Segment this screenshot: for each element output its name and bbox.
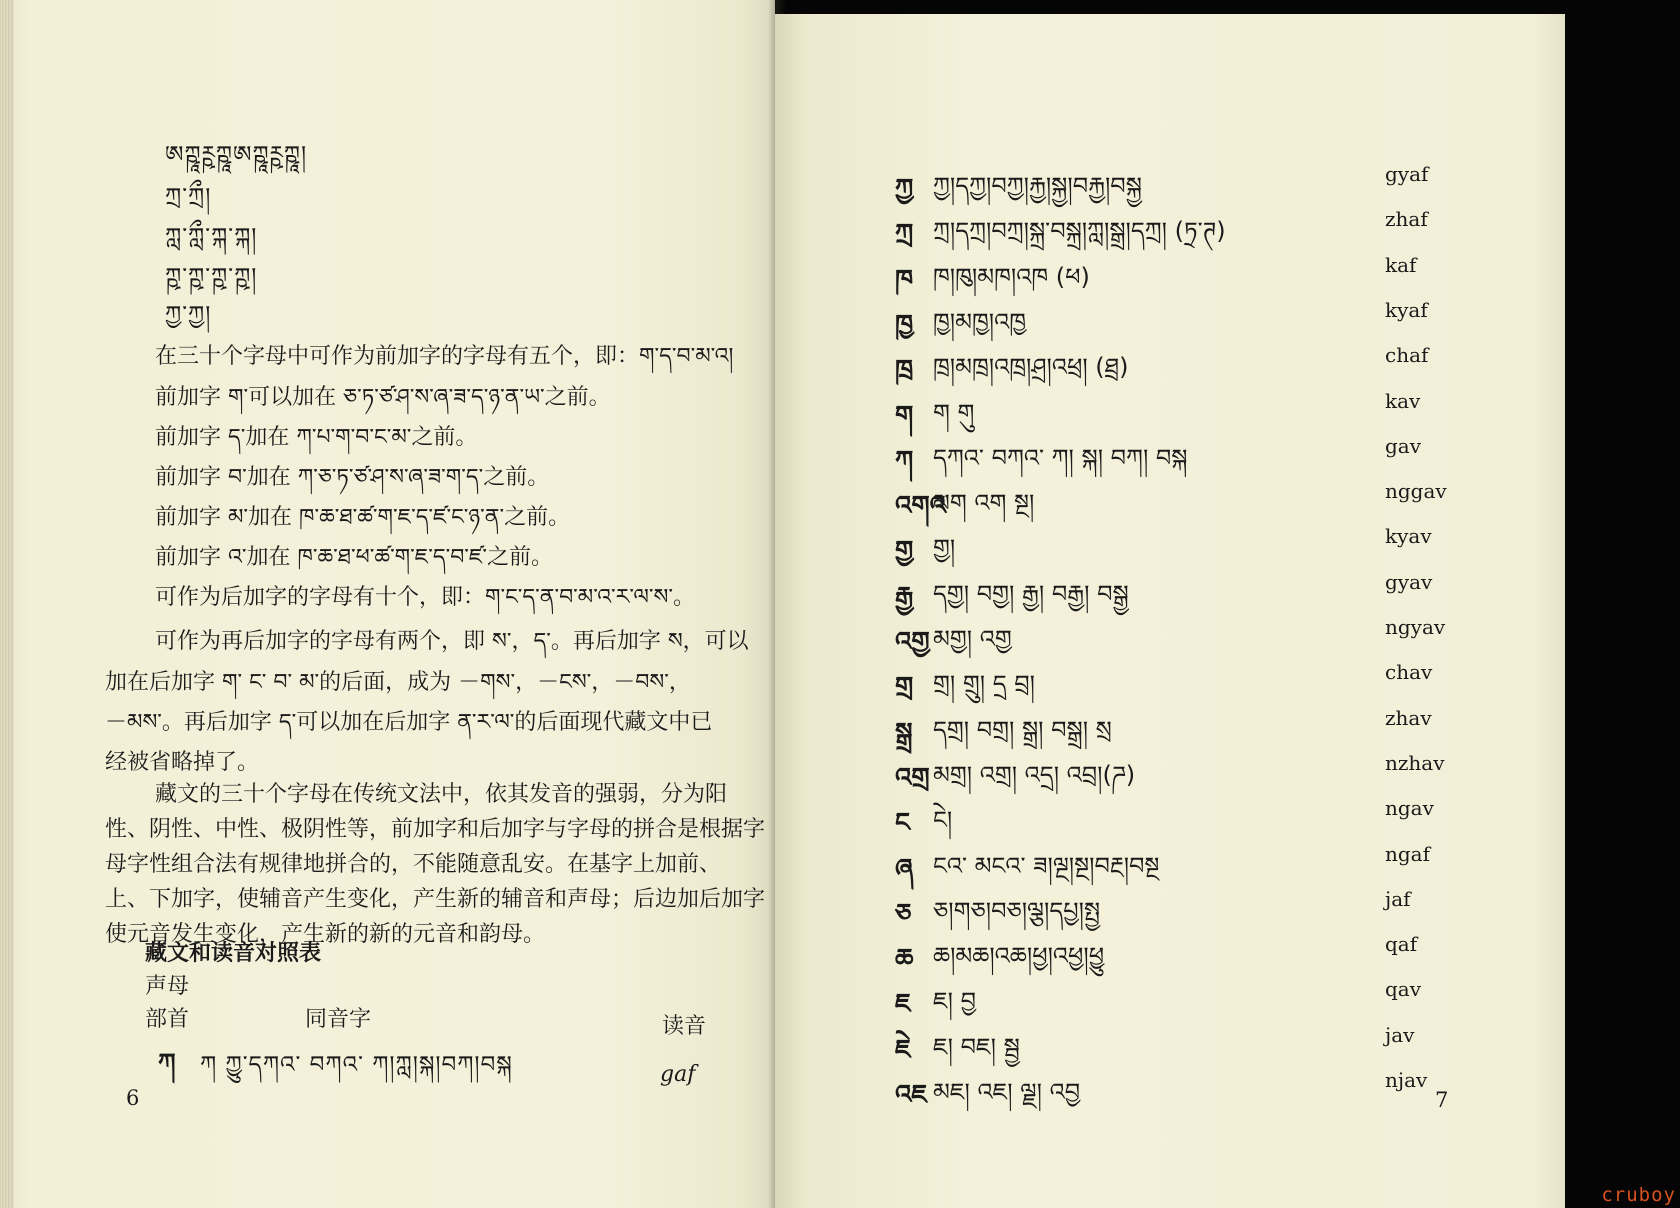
row-homophones: ག གུ [933,398,975,427]
row-radical: ཅ [895,898,912,929]
column-header-radical: 部首 [145,1007,190,1032]
row-reading: zhav [1385,705,1432,730]
row-radical: འགྱ [895,627,930,657]
row-homophones: ཁྲ།མཁྲ།འཁྲ།ཤྲ།འཕྲ། (ཐྲ) [933,353,1129,382]
row-homophones: གྲ། གྲུ། དྲ བྲ། [933,670,1035,699]
row-radical: ཀ [895,445,914,476]
row-reading: qav [1385,977,1422,1002]
row-reading: kyav [1385,524,1432,549]
row-homophones: མག འག སྔ། [933,489,1035,518]
paragraph-line-8: 可作为再后加字的字母有两个，即 ས་，ད་。再后加字 ས，可以 [155,629,749,654]
row-homophones: ཅ།གཅ།བཅ།ལྕ།དཔྱ།སྤྱ [933,896,1101,925]
tibetan-line-2: ཀྲ་ཀྲྀ། [165,184,212,210]
row-homophones: ངེ། [933,806,953,835]
row-radical: ཇ [895,989,911,1020]
table-row [775,652,1565,703]
row-homophones: གྱ། [933,534,956,563]
row-reading: kaf [1385,252,1417,277]
row-reading: nggav [1385,479,1447,504]
row-reading: zhaf [1385,207,1428,232]
watermark-tag: cruboy [1601,1184,1676,1206]
row-homophones: ཇ། བྱ [933,987,976,1016]
paragraph-line-1: 在三十个字母中可作为前加字的字母有五个，即：ག་ད་བ་མ་འ། [155,344,734,369]
page-edge [0,0,14,1208]
row-homophones: དགྱ། བགྱ། རྒྱ། བརྒྱ། བསྒྱ [933,579,1129,608]
first-row-syllables: ཀ ཀྱུ་དཀའ་ བཀའ་ ཀ།ཀླ།སྐ།བཀ།བསྐ [200,1052,513,1078]
row-radical: ཇེ [895,1034,911,1065]
row-radical: ང [895,808,911,839]
paragraph-line-3: 前加字 ད་加在 ཀ་པ་ག་བ་ང་མ་之前。 [155,425,478,450]
row-homophones: ཆ།མཆ།འཆ།ཕྱ།འཕྱ།ཕྱུ [933,942,1105,971]
paragraph-line-13: 性、阴性、中性、极阴性等，前加字和后加字与字母的拼合是根据字 [105,817,766,842]
table-row [775,698,1565,748]
row-radical: ཀྱ [895,174,914,204]
row-radical: ཀྲ [895,219,914,250]
paragraph-line-10: －མས་。再后加字 ད་可以加在后加字 ན་ར་ལ་的后面现代藏文中已 [105,710,713,735]
table-row [775,607,1565,657]
table-row [775,788,1565,839]
row-reading: gyaf [1385,162,1429,186]
first-row-reading: gaf [660,1062,696,1087]
table-row [775,290,1565,340]
row-reading: njav [1385,1068,1428,1092]
paragraph-line-15: 上、下加字，使辅音产生变化，产生新的辅音和声母；后边加后加字 [105,887,766,912]
paragraph-line-7: 可作为后加字的字母有十个，即：ག་ང་ད་ན་བ་མ་འ་ར་ལ་ས་。 [155,585,695,610]
tibetan-line-1: ཨཀྵཱཪྵཀྵཱཨཀྵཱཪྵཀྵཱ། [165,142,308,168]
table-row [775,743,1565,793]
paragraph-line-9: 加在后加字 ག་ ང་ བ་ མ་的后面，成为 －གས་，－ངས་，－བས་， [105,670,691,695]
row-reading: kav [1385,388,1421,413]
paragraph-line-6: 前加字 འ་加在 ཁ་ཆ་ཐ་ཕ་ཚ་ག་ཇ་ད་བ་ཛ་之前。 [155,545,553,570]
row-homophones: མགྲ། འགྲ། འདྲ། འབྲ།(ཌ) [933,760,1136,789]
paragraph-line-16: 使元音发生变化，产生新的新的元音和韵母。 [105,922,546,947]
row-homophones: དགྲ། བགྲ། སྒྲ། བསྒྲ། སྲ [933,715,1112,744]
column-header-homophone: 同音字 [305,1007,372,1032]
tibetan-line-3: ཀླ་ཀླྀ་ཀྐ་ཀྐ། [165,224,258,250]
right-page [775,14,1565,1208]
row-homophones: མཇ། འཇ། ལྗ། འབྱ [933,1078,1081,1106]
row-reading: gyav [1385,569,1433,594]
paragraph-line-12: 藏文的三十个字母在传统文法中，依其发音的强弱，分为阳 [155,782,728,807]
table-row [775,924,1565,975]
row-radical: ཁྱ [895,309,914,340]
row-reading: gav [1385,433,1422,458]
row-homophones: དཀའ་ བཀའ་ ཀ། སྐ། བཀ། བསྐ [933,443,1188,472]
table-row [775,879,1565,929]
table-row [775,154,1565,204]
row-reading: nzhav [1385,750,1445,775]
row-reading: ngaf [1385,841,1431,866]
row-radical: གྲ [895,672,914,703]
row-radical: ཆ [895,944,914,975]
paragraph-line-4: 前加字 བ་加在 ཀ་ཅ་ཏ་ཙ་ཤ་ས་ཞ་ཟ་ག་ད་之前。 [155,465,550,490]
table-row [775,969,1565,1020]
row-homophones: ཀྲ།དཀྲ།བཀྲ།སྐྲ་བསྐྲ།ཀླ།སྒྲ།དཀྲ། (ཏྲ་ཊ) [933,217,1226,246]
table-row [775,471,1565,522]
page-number-left: 6 [126,1086,140,1110]
row-radical: འགྲ [895,762,930,793]
row-radical: ཁྲ [895,355,914,386]
table-row [775,834,1565,884]
row-radical: གྱ [895,536,914,567]
paragraph-line-14: 母字性组合法有规律地拼合的，不能随意乱安。在基字上加前、 [105,852,722,877]
table-subtitle: 声母 [145,974,190,999]
tibetan-line-5: ཀྱ་ཀྱ། [165,302,212,328]
row-reading: chaf [1385,343,1429,368]
row-radical: འཇ [895,1080,928,1110]
tibetan-line-4: ཀྵ་ཀྵ་ཀྵ་ཀྵ། [165,264,258,290]
row-reading: ngyav [1385,615,1446,639]
row-homophones: མགྱ། འགྱ [933,625,1012,653]
row-radical: ཞ [895,853,914,884]
table-row [775,199,1565,250]
first-row-radical: ཀ [158,1048,177,1077]
table-row [775,335,1565,386]
row-homophones: ཀྱ།དཀྱ།བཀྱ།རྐྱ།སྐྱ།བརྐྱ།བསྐྱ [933,172,1142,200]
row-homophones: ངའ་ མངའ་ ཟ།ལྔ།སྔ།བརྔ།བསྔ [933,851,1160,880]
page-number-right: 7 [1435,1088,1449,1112]
row-radical: ཁ [895,264,914,295]
paragraph-line-5: 前加字 མ་加在 ཁ་ཆ་ཐ་ཚ་ག་ཇ་ད་ཛ་ང་ཉ་ན་之前。 [155,505,571,530]
paragraph-line-11: 经被省略掉了。 [105,750,260,775]
row-homophones: ཁ།ཁུ།མཁ།འཁ (ཕ) [933,262,1090,291]
row-reading: ngav [1385,796,1434,821]
row-reading: jav [1385,1022,1415,1047]
table-row [775,562,1565,612]
row-radical: ག [895,400,914,431]
paragraph-line-2: 前加字 ག་可以加在 ཅ་ཏ་ཙ་ཤ་ས་ཞ་ཟ་ད་ཉ་ན་ཡ་之前。 [155,385,611,410]
row-reading: chav [1385,660,1433,685]
column-header-reading: 读音 [662,1014,707,1039]
row-homophones: ཇ། བཇ། སྦྱ [933,1032,1020,1061]
table-row [775,381,1565,431]
row-homophones: ཁྱ།མཁྱ།འཁྱ [933,307,1027,336]
row-radical: སྒྲ [895,717,913,748]
left-page [0,0,775,1208]
table-row [775,245,1565,295]
row-radical: རྒྱ [895,581,914,612]
table-row [775,516,1565,567]
row-reading: jaf [1385,886,1411,911]
table-row [775,426,1565,476]
table-row [775,1015,1565,1065]
row-radical: འགའ [895,491,947,522]
row-reading: kyaf [1385,297,1428,322]
row-reading: qaf [1385,932,1418,957]
table-title: 藏文和读音对照表 [145,940,322,966]
